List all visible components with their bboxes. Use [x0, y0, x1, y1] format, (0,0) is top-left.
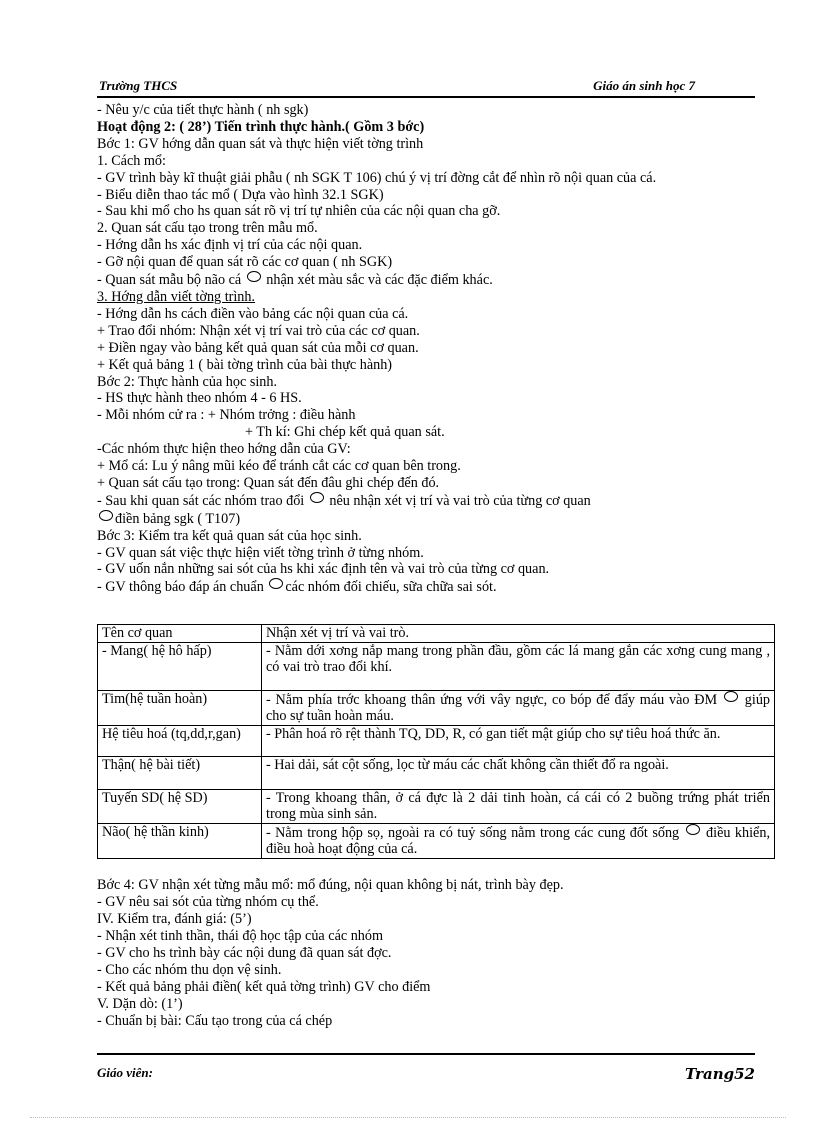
page-header — [97, 78, 755, 98]
step-1-line: Bớc 1: GV hớng dẫn quan sát và thực hiện viết tờng trình — [97, 135, 424, 152]
page-number: Trang52 — [685, 1065, 755, 1083]
table-row — [98, 756, 775, 789]
text-segment: điền bảng sgk ( T107) — [115, 510, 241, 527]
activity-heading: Hoạt động 2: ( 28’) Tiến trình thực hành.( Gồm 3 bớc) — [97, 118, 425, 135]
organ-name-cell: Não( hệ thần kinh) — [98, 823, 262, 858]
text-line: + Trao đổi nhóm: Nhận xét vị trí vai trò của các cơ quan. — [97, 322, 420, 339]
page-footer — [97, 1053, 755, 1085]
organ-name-cell: - Mang( hệ hô hấp) — [98, 642, 262, 690]
table-row — [98, 690, 775, 725]
text-segment: điều khiển, điều hoà hoạt động của cá. — [266, 824, 770, 857]
text-segment: - Quan sát mẫu bộ não cá — [97, 272, 242, 289]
organ-note-cell — [262, 690, 775, 725]
text-line: - GV nêu sai sót của từng nhóm cụ thể. — [97, 894, 319, 910]
text-segment: - Nằm phía trớc khoang thân ứng với vây ngực, co bóp để đẩy máu vào ĐM — [266, 691, 718, 708]
text-line: + Mổ cá: Lu ý nâng mũi kéo để tránh cắt các cơ quan bên trong. — [97, 458, 461, 475]
text-line: - Cho các nhóm thu dọn vệ sinh. — [97, 962, 282, 978]
text-line: - Biểu diễn thao tác mổ ( Dựa vào hình 32.1 SGK) — [97, 186, 384, 203]
circle-arrow-icon — [310, 492, 324, 503]
text-line: - GV quan sát việc thực hiện viết tờng trình ở từng nhóm. — [97, 544, 424, 561]
text-segment: - Nằm trong hộp sọ, ngoài ra có tuỷ sống nằm trong các cung đốt sống — [266, 824, 680, 841]
step-2-line: Bớc 2: Thực hành của học sinh. — [97, 373, 278, 390]
section-dan-do: V. Dặn dò: (1’) — [97, 996, 183, 1012]
text-segment: các nhóm đối chiếu, sữa chữa sai sót. — [285, 579, 497, 596]
text-line: - Kết quả bảng phải điền( kết quả tờng trình) GV cho điểm — [97, 979, 431, 995]
text-line: + Điền ngay vào bảng kết quả quan sát của mỗi cơ quan. — [97, 339, 419, 356]
organ-name-cell: Tim(hệ tuần hoàn) — [98, 690, 262, 725]
text-line: - GV cho hs trình bày các nội dung đã quan sát đợc. — [97, 945, 392, 961]
organ-note-cell: - Phân hoá rõ rệt thành TQ, DD, R, có gan tiết mật giúp cho sự tiêu hoá thức ăn. — [262, 725, 775, 756]
teacher-label: Giáo viên: — [97, 1065, 153, 1080]
organ-name-cell: Tuyến SD( hệ SD) — [98, 789, 262, 823]
text-line: - GV uốn nắn những sai sót của hs khi xác định tên và vai trò của từng cơ quan. — [97, 561, 550, 578]
text-line: - Hớng dẫn hs cách điền vào bảng các nội quan của cá. — [97, 305, 409, 322]
text-line — [97, 578, 777, 596]
section-quan-sat: 2. Quan sát cấu tạo trong trên mẫu mổ. — [97, 220, 318, 237]
step-4-line: Bớc 4: GV nhận xét từng mẫu mổ: mổ đúng, nội quan không bị nát, trình bày đẹp. — [97, 877, 564, 893]
circle-arrow-icon — [247, 271, 261, 282]
table-row — [98, 642, 775, 690]
organ-note-cell: - Nằm dới xơng nắp mang trong phần đầu, gồm các lá mang gắn các xơng cung mang , có vai trò trao đổi khí. — [262, 642, 775, 690]
text-line: - Chuẩn bị bài: Cấu tạo trong của cá chép — [97, 1013, 333, 1029]
text-line: + Kết quả bảng 1 ( bài tờng trình của bài thực hành) — [97, 356, 393, 373]
circle-arrow-icon — [724, 691, 738, 702]
lesson-body-continued — [97, 877, 777, 1030]
text-line: -Các nhóm thực hiện theo hớng dẫn của GV: — [97, 441, 351, 458]
text-line: - Mỗi nhóm cử ra : + Nhóm trởng : điều hành — [97, 407, 356, 424]
text-line: - Sau khi mổ cho hs quan sát rõ vị trí tự nhiên của các nội quan cha gỡ. — [97, 203, 501, 220]
text-line: - Gỡ nội quan để quan sát rõ các cơ quan ( nh SGK) — [97, 254, 393, 271]
circle-arrow-icon — [269, 578, 283, 589]
table-header-cell: Tên cơ quan — [98, 625, 262, 643]
text-line: + Quan sát cấu tạo trong: Quan sát đến đâu ghi chép đến đó. — [97, 474, 440, 491]
circle-arrow-icon — [686, 824, 700, 835]
text-line — [97, 271, 777, 289]
subject-title: Giáo án sinh học 7 — [593, 78, 695, 93]
text-segment: nêu nhận xét vị trí và vai trò của từng cơ quan — [329, 492, 591, 509]
text-segment: giúp cho sự tuần hoàn máu. — [266, 691, 771, 724]
text-line: - HS thực hành theo nhóm 4 - 6 HS. — [97, 390, 302, 407]
text-line — [97, 492, 777, 510]
section-cach-mo: 1. Cách mổ: — [97, 152, 166, 169]
text-line: - Hớng dẫn hs xác định vị trí của các nội quan. — [97, 237, 363, 254]
table-row — [98, 725, 775, 756]
text-line: - Nêu y/c của tiết thực hành ( nh sgk) — [97, 102, 309, 118]
step-3-line: Bớc 3: Kiểm tra kết quả quan sát của học sinh. — [97, 527, 362, 544]
organ-name-cell: Hệ tiêu hoá (tq,dd,r,gan) — [98, 725, 262, 756]
text-line: - Nhận xét tinh thần, thái độ học tập của các nhóm — [97, 928, 384, 944]
table-row — [98, 789, 775, 823]
text-line: - GV trình bày kĩ thuật giải phẫu ( nh SGK T 106) chú ý vị trí đờng cắt để nhìn rõ nội quan của cá. — [97, 169, 657, 186]
organ-table — [97, 624, 775, 859]
text-line — [97, 510, 777, 528]
table-row — [98, 823, 775, 858]
section-kiem-tra: IV. Kiểm tra, đánh giá: (5’) — [97, 911, 252, 927]
section-huong-dan: 3. Hớng dẫn viết tờng trình. — [97, 288, 256, 305]
table-header-row — [98, 625, 775, 643]
organ-note-cell — [262, 823, 775, 858]
organ-name-cell: Thận( hệ bài tiết) — [98, 756, 262, 789]
text-segment: - GV thông báo đáp án chuẩn — [97, 579, 264, 596]
page-edge-divider — [30, 1117, 786, 1118]
text-segment: - Sau khi quan sát các nhóm trao đổi — [97, 492, 305, 509]
organ-note-cell: - Trong khoang thân, ở cá đực là 2 dải tinh hoàn, cá cái có 2 buồng trứng phát triển trong mùa sinh sản. — [262, 789, 775, 823]
text-segment: nhận xét màu sắc và các đặc điểm khác. — [266, 272, 493, 289]
table-header-cell: Nhận xét vị trí và vai trò. — [262, 625, 775, 643]
circle-arrow-icon — [99, 510, 113, 521]
lesson-body — [97, 102, 777, 596]
school-name: Trường THCS — [99, 78, 178, 93]
organ-note-cell: - Hai dải, sát cột sống, lọc từ máu các chất không cần thiết đổ ra ngoài. — [262, 756, 775, 789]
text-line: + Th kí: Ghi chép kết quả quan sát. — [245, 424, 445, 441]
